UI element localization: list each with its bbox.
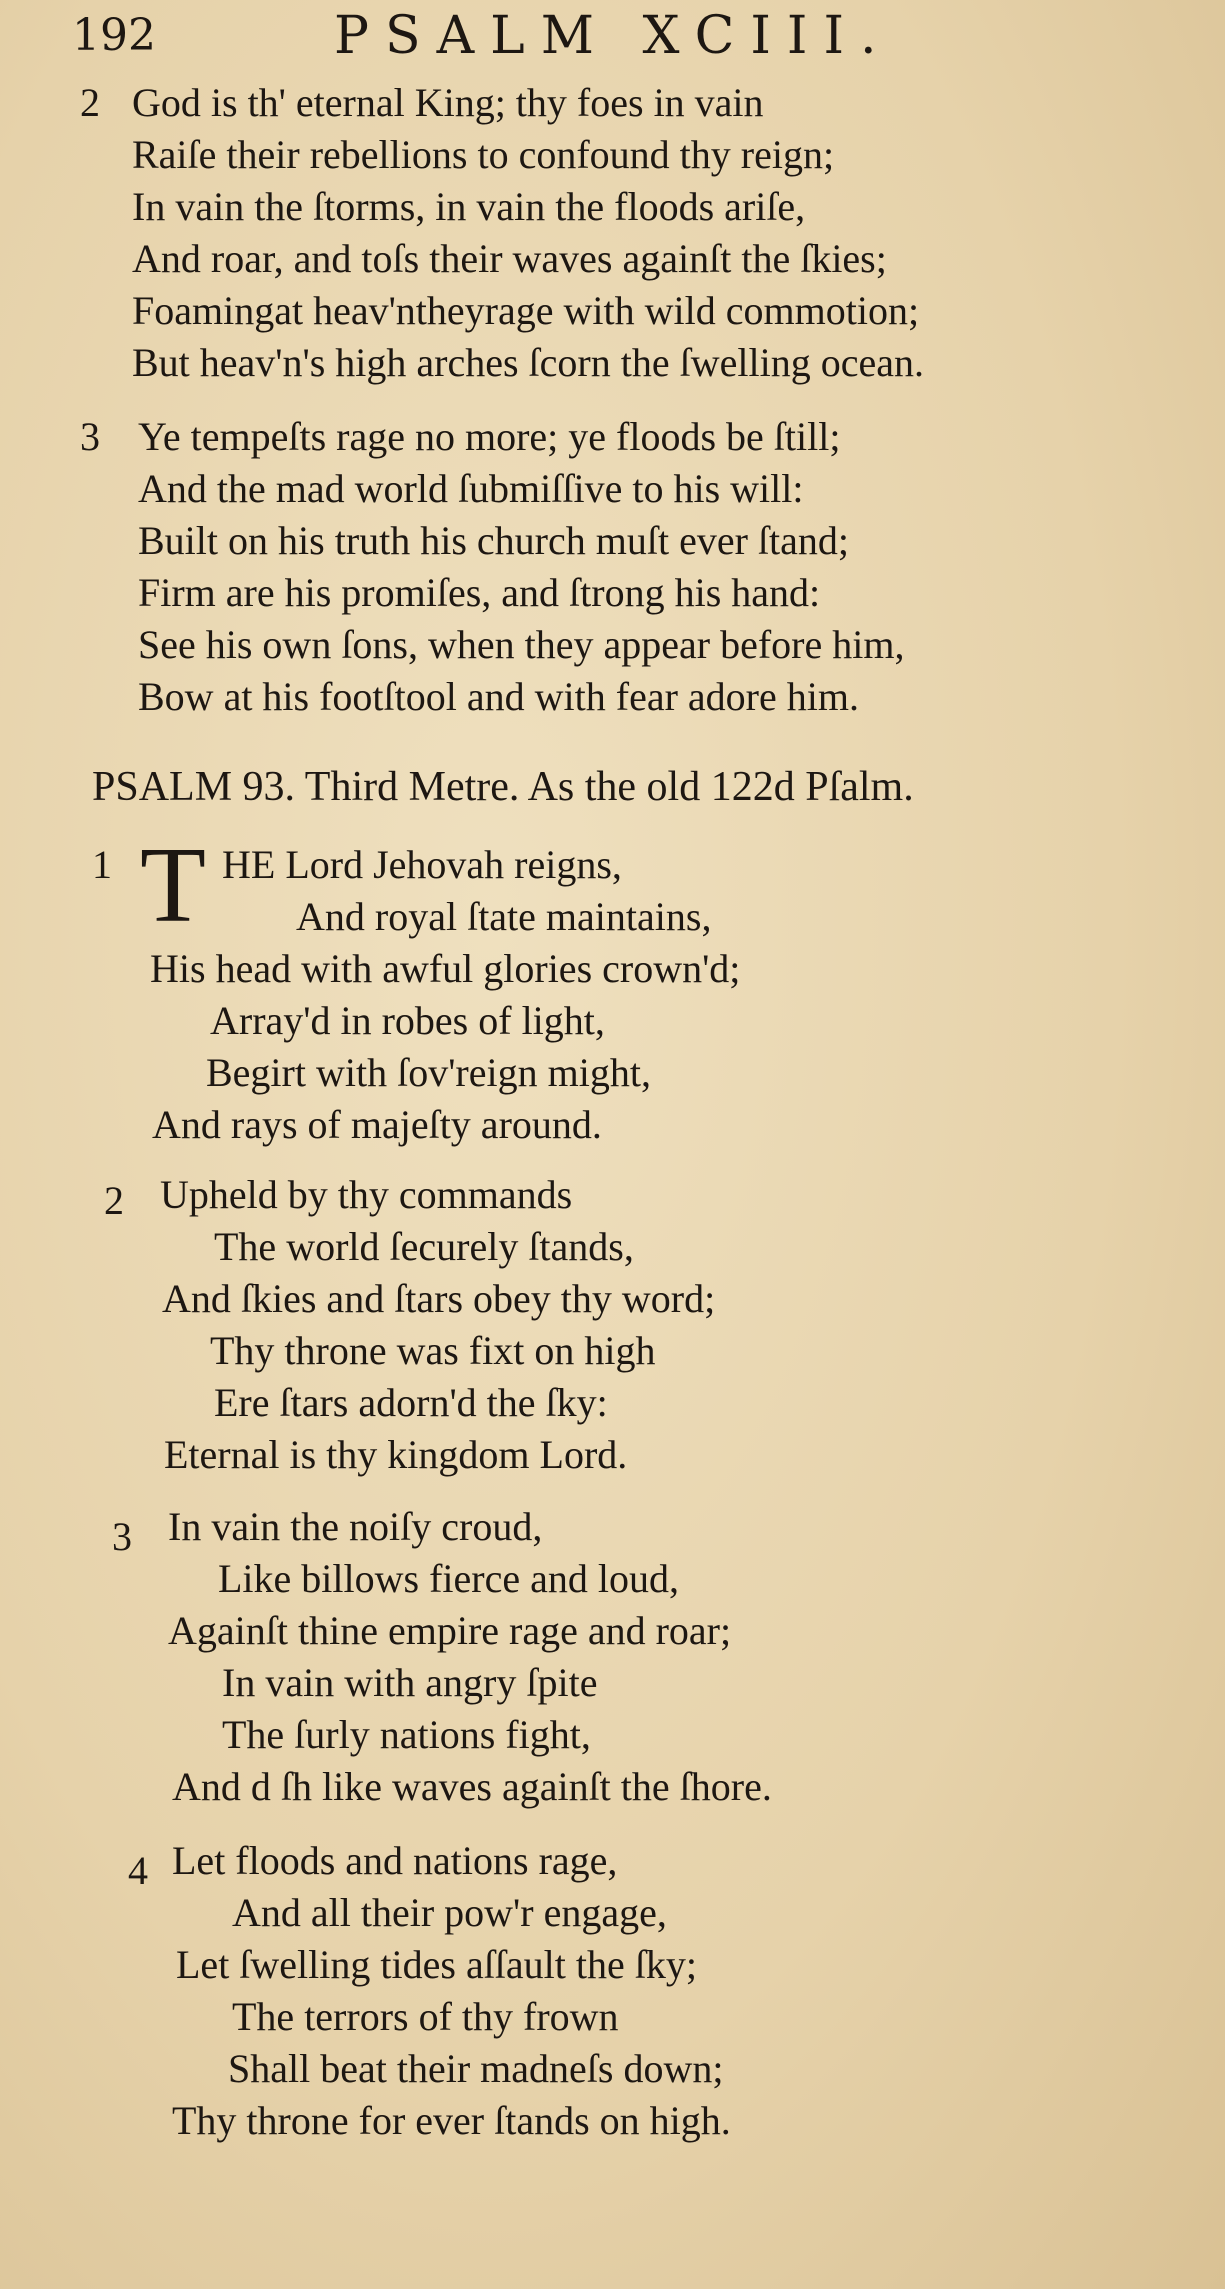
verse-line: But heav'n's high arches ſcorn the ſwelling ocean. xyxy=(132,340,924,385)
verse-line: Ye tempeſts rage no more; ye floods be ſtill; xyxy=(138,414,841,459)
verse-line: And royal ſtate maintains, xyxy=(296,894,712,939)
verse-line: Ere ſtars adorn'd the ſky: xyxy=(214,1380,608,1425)
page-header xyxy=(72,2,1172,72)
verse-line: In vain with angry ſpite xyxy=(222,1660,598,1705)
verse-line: Firm are his promiſes, and ſtrong his hand: xyxy=(138,570,821,615)
verse-line: In vain the noiſy croud, xyxy=(168,1504,543,1549)
stanza-number: 4 xyxy=(128,1848,148,1893)
verse-line: And d ſh like waves againſt the ſhore. xyxy=(172,1764,772,1809)
verse-line: Array'd in robes of light, xyxy=(210,998,605,1043)
verse-line: Like billows fierce and loud, xyxy=(218,1556,679,1601)
verse-line: The terrors of thy frown xyxy=(232,1994,619,2039)
verse-line: Bow at his footſtool and with fear adore him. xyxy=(138,674,859,719)
verse-line: Upheld by thy commands xyxy=(160,1172,573,1217)
verse-line: And all their pow'r engage, xyxy=(232,1890,667,1935)
verse-line: Againſt thine empire rage and roar; xyxy=(168,1608,732,1653)
stanza-number: 1 xyxy=(92,842,112,887)
verse-line: Built on his truth his church muſt ever ſtand; xyxy=(138,518,850,563)
verse-line: The world ſecurely ſtands, xyxy=(214,1224,634,1269)
verse-line: Thy throne for ever ſtands on high. xyxy=(172,2098,731,2143)
verse-line: Let floods and nations rage, xyxy=(172,1838,618,1883)
verse-line: And rays of majeſty around. xyxy=(152,1102,602,1147)
verse-line: The ſurly nations fight, xyxy=(222,1712,591,1757)
running-title: PSALM XCIII. xyxy=(334,6,893,66)
psalm-subtitle: PSALM 93. Third Metre. As the old 122d Pſalm. xyxy=(92,764,914,810)
verse-line: Begirt with ſov'reign might, xyxy=(206,1050,651,1095)
verse-line: HE Lord Jehovah reigns, xyxy=(222,842,622,887)
verse-line: And roar, and toſs their waves againſt the ſkies; xyxy=(132,236,887,281)
verse-line: Eternal is thy kingdom Lord. xyxy=(164,1432,628,1477)
stanza-number: 2 xyxy=(104,1178,124,1223)
verse-line: Shall beat their madneſs down; xyxy=(228,2046,724,2091)
stanza-number: 2 xyxy=(80,80,100,125)
verse-line: Let ſwelling tides aſſault the ſky; xyxy=(176,1942,697,1987)
verse-line: Thy throne was fixt on high xyxy=(210,1328,656,1373)
verse-line: God is th' eternal King; thy foes in vain xyxy=(132,80,764,125)
verse-line: Foamingat heav'ntheyrage with wild commotion; xyxy=(132,288,920,333)
page-number: 192 xyxy=(72,10,156,61)
stanza-number: 3 xyxy=(112,1514,132,1559)
verse-line: And ſkies and ſtars obey thy word; xyxy=(162,1276,716,1321)
verse-line: His head with awful glories crown'd; xyxy=(150,946,741,991)
verse-line: See his own ſons, when they appear before him, xyxy=(138,622,905,667)
verse-line: In vain the ſtorms, in vain the floods ariſe, xyxy=(132,184,806,229)
verse-line: And the mad world ſubmiſſive to his will: xyxy=(138,466,804,511)
drop-cap: T xyxy=(140,826,206,945)
stanza-number: 3 xyxy=(80,414,100,459)
verse-line: Raiſe their rebellions to confound thy reign; xyxy=(132,132,835,177)
